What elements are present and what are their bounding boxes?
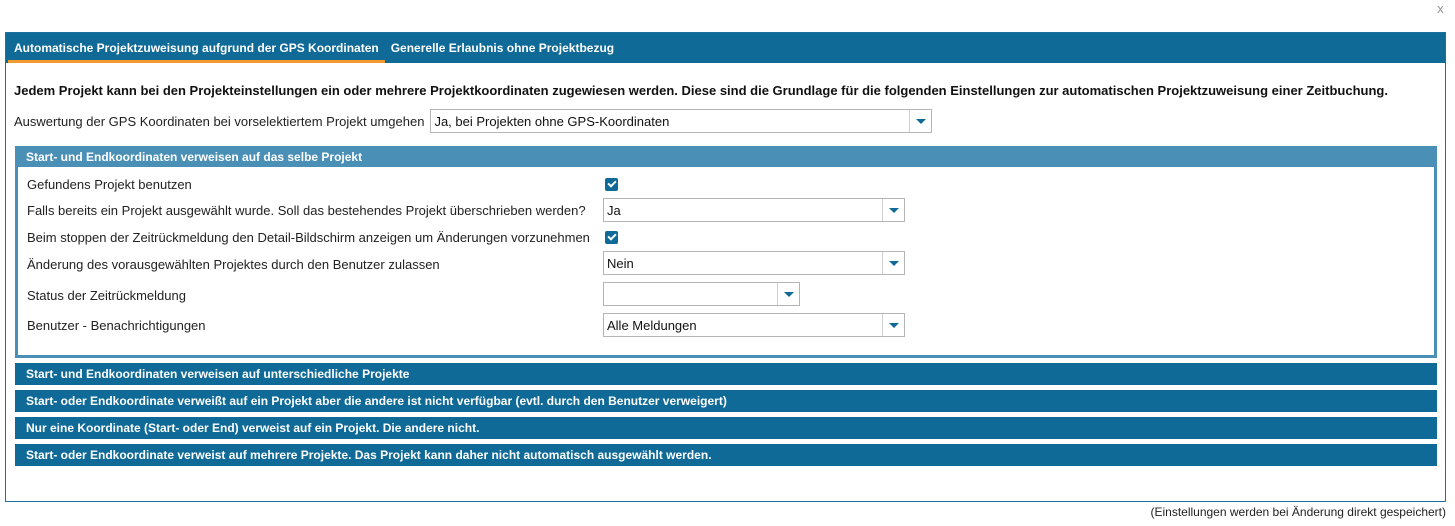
chevron-down-icon[interactable] (909, 110, 931, 132)
setting-row-status (27, 283, 186, 307)
tab-general-permission[interactable]: Generelle Erlaubnis ohne Projektbezug (390, 41, 615, 55)
settings-window (5, 32, 1446, 502)
tab-bar (6, 33, 1445, 63)
intro-text: Jedem Projekt kann bei den Projekteinstellungen ein oder mehrere Projektkoordinaten zugewiesen werden. Diese sind die Grundlage für die folgenden Einstellungen zur automatischen Projektzuweisung einer Zeitbuchung. (14, 83, 1388, 98)
setting-row-show-detail-screen (27, 225, 590, 249)
gps-setting-label: Auswertung der GPS Koordinaten bei vorselektiertem Projekt umgehen (14, 113, 425, 129)
notifications-select[interactable] (603, 313, 905, 337)
panel-header-single-coordinate[interactable]: Nur eine Koordinate (Start- oder End) verweist auf ein Projekt. Die andere nicht. (15, 417, 1437, 439)
autosave-note: (Einstellungen werden bei Änderung direkt gespeichert) (1150, 505, 1446, 519)
allow-change-label: Änderung des vorausgewählten Projektes durch den Benutzer zulassen (27, 256, 440, 272)
chevron-down-icon[interactable] (882, 199, 904, 221)
show-detail-screen-label: Beim stoppen der Zeitrückmeldung den Detail-Bildschirm anzeigen um Änderungen vorzunehmen (27, 229, 590, 245)
use-found-project-checkbox[interactable] (605, 178, 618, 191)
overwrite-project-select[interactable] (603, 198, 905, 222)
notifications-label: Benutzer - Benachrichtigungen (27, 317, 206, 333)
panel-header-multiple-projects[interactable]: Start- oder Endkoordinate verweist auf mehrere Projekte. Das Projekt kann daher nicht automatisch ausgewählt werden. (15, 444, 1437, 466)
use-found-project-label: Gefundens Projekt benutzen (27, 176, 192, 192)
gps-setting-value: Ja, bei Projekten ohne GPS-Koordinaten (434, 113, 670, 129)
setting-row-allow-change (27, 252, 440, 276)
panel-header-same-project[interactable]: Start- und Endkoordinaten verweisen auf das selbe Projekt (15, 146, 1437, 168)
allow-change-value: Nein (607, 255, 634, 271)
panel-header-different-projects[interactable]: Start- und Endkoordinaten verweisen auf unterschiedliche Projekte (15, 363, 1437, 385)
panel-header-coordinate-unavailable[interactable]: Start- oder Endkoordinate verweißt auf ein Projekt aber die andere ist nicht verfügbar (evtl. durch den Benutzer verweigert) (15, 390, 1437, 412)
close-icon[interactable]: x (1436, 2, 1444, 16)
setting-row-notifications (27, 313, 206, 337)
overwrite-project-label: Falls bereits ein Projekt ausgewählt wurde. Soll das bestehendes Projekt überschrieben werden? (27, 202, 586, 218)
notifications-value: Alle Meldungen (607, 317, 697, 333)
chevron-down-icon[interactable] (882, 314, 904, 336)
gps-setting-row (14, 109, 932, 133)
gps-setting-select[interactable] (430, 109, 932, 133)
status-select[interactable] (603, 282, 800, 306)
setting-row-use-found-project (27, 172, 192, 196)
tab-gps-project-assignment[interactable]: Automatische Projektzuweisung aufgrund der GPS Koordinaten (8, 33, 385, 63)
chevron-down-icon[interactable] (882, 252, 904, 274)
setting-row-overwrite-project (27, 198, 586, 222)
chevron-down-icon[interactable] (777, 283, 799, 305)
show-detail-screen-checkbox[interactable] (605, 231, 618, 244)
panel-body-same-project (15, 167, 1437, 358)
allow-change-select[interactable] (603, 251, 905, 275)
status-label: Status der Zeitrückmeldung (27, 287, 186, 303)
overwrite-project-value: Ja (607, 202, 621, 218)
